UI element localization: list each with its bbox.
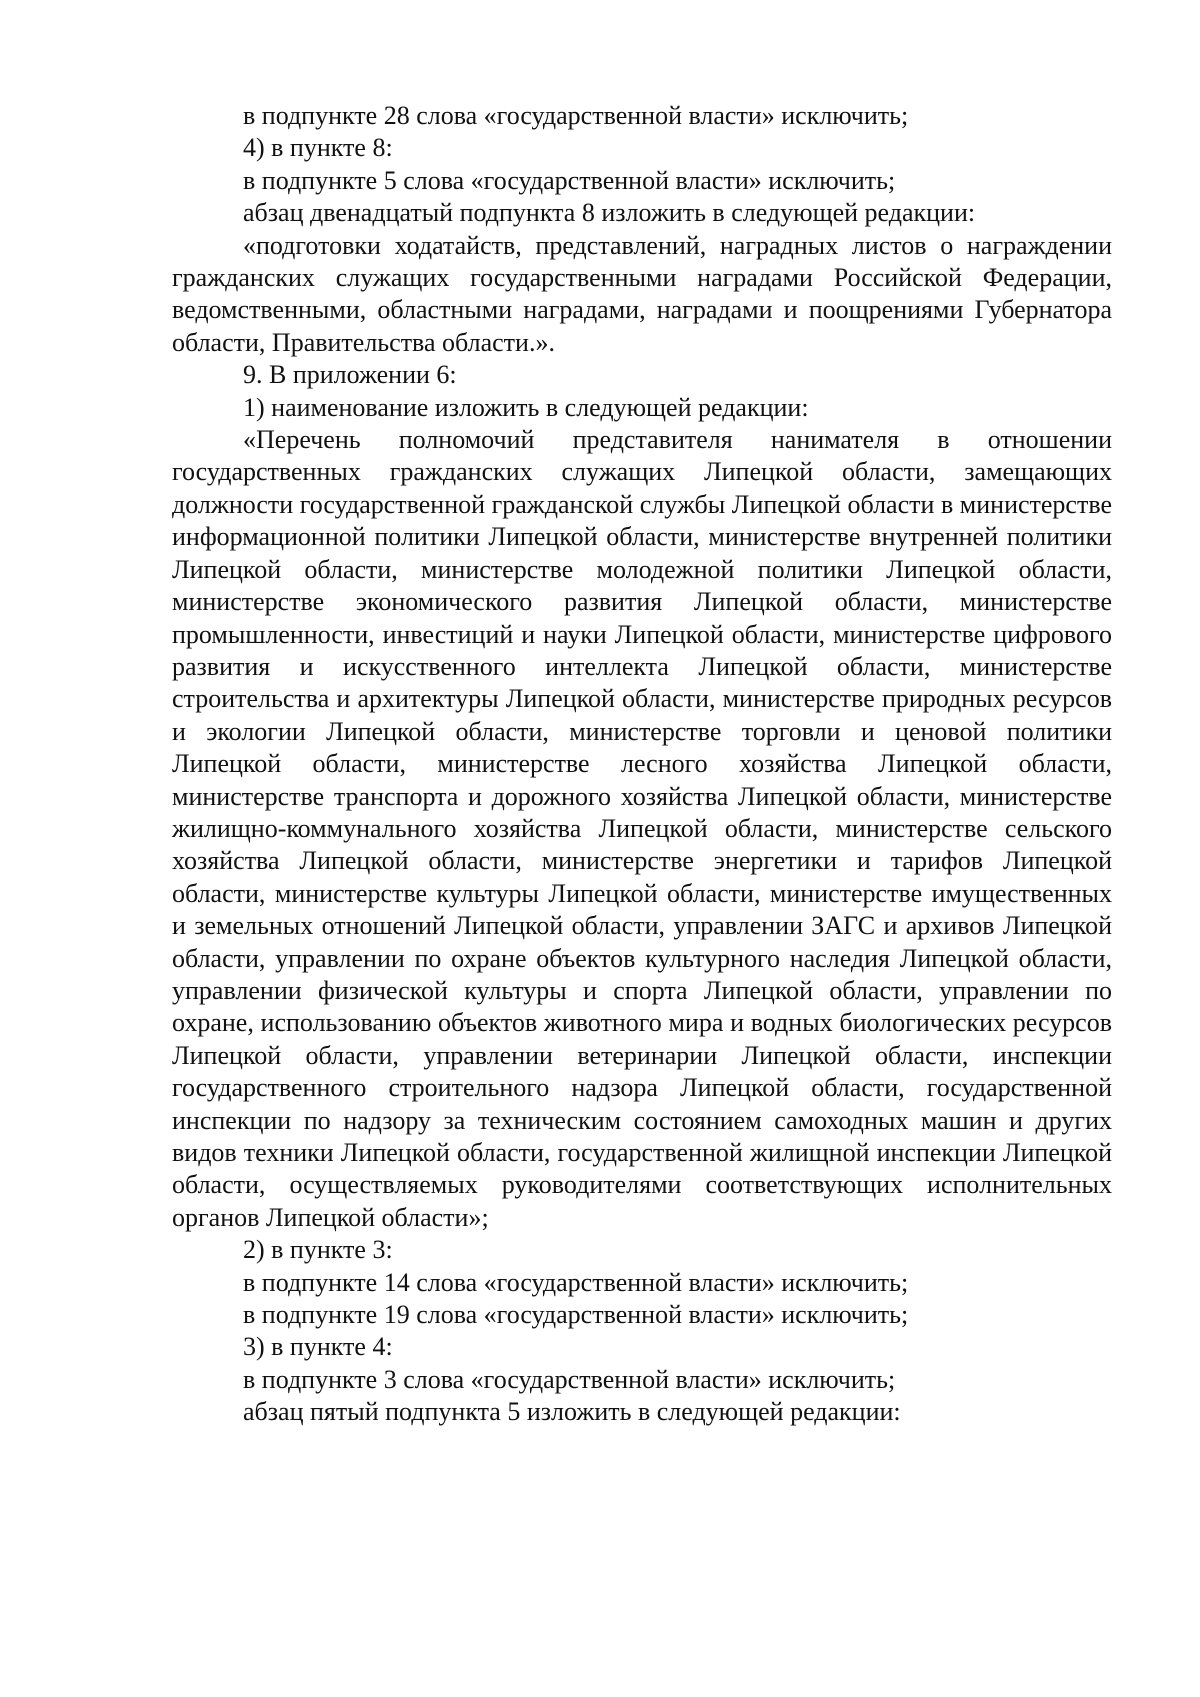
paragraph: в подпункте 14 слова «государственной власти» исключить; [243,1267,909,1297]
paragraph: 2) в пункте 3: [243,1235,393,1265]
document-page [172,100,1112,1429]
paragraph: 3) в пункте 4: [243,1332,393,1362]
paragraph: абзац пятый подпункта 5 изложить в следующей редакции: [243,1397,901,1427]
paragraph: 9. В приложении 6: [243,360,457,390]
paragraph: «Перечень полномочий представителя нанимателя в отношении государственных гражданских служащих Липецкой области, замещающих должности государственной гражданской службы Липецкой области в министерстве информационной политики Липецкой области, министерстве внутренней политики Липецкой области, министерстве молодежной политики Липецкой области, министерстве экономического развития Липецкой области, министерстве промышленности, инвестиций и науки Липецкой области, министерстве цифрового развития и искусственного интеллекта Липецкой области, министерстве строительства и архитектуры Липецкой области, министерстве природных ресурсов и экологии Липецкой области, министерстве торговли и ценовой политики Липецкой области, министерстве лесного хозяйства Липецкой области, министерстве транспорта и дорожного хозяйства Липецкой области, министерстве жилищно-коммунального хозяйства Липецкой области, министерстве сельского хозяйства Липецкой области, министерстве энергетики и тарифов Липецкой области, министерстве культуры Липецкой области, министерстве имущественных и земельных отношений Липецкой области, управлении ЗАГС и архивов Липецкой области, управлении по охране объектов культурного наследия Липецкой области, управлении физической культуры и спорта Липецкой области, управлении по охране, использованию объектов животного мира и водных биологических ресурсов Липецкой области, управлении ветеринарии Липецкой области, инспекции государственного строительного надзора Липецкой области, государственной инспекции по надзору за техническим состоянием самоходных машин и других видов техники Липецкой области, государственной жилищной инспекции Липецкой области, осуществляемых руководителями соответствующих исполнительных органов Липецкой области»; [172,425,1112,1232]
paragraph: 4) в пункте 8: [243,133,393,163]
paragraph: в подпункте 28 слова «государственной власти» исключить; [243,101,909,130]
paragraph: в подпункте 19 слова «государственной власти» исключить; [243,1300,909,1330]
paragraph: абзац двенадцатый подпункта 8 изложить в следующей редакции: [243,198,976,228]
paragraph: «подготовки ходатайств, представлений, наградных листов о награждении гражданских служащих государственными наградами Российской Федерации, ведомственными, областными наградами, наградами и поощрениями Губернатора области, Правительства области.». [172,230,1112,357]
paragraph: в подпункте 5 слова «государственной власти» исключить; [243,165,896,195]
paragraph: 1) наименование изложить в следующей редакции: [243,392,809,422]
paragraph: в подпункте 3 слова «государственной власти» исключить; [243,1364,896,1394]
